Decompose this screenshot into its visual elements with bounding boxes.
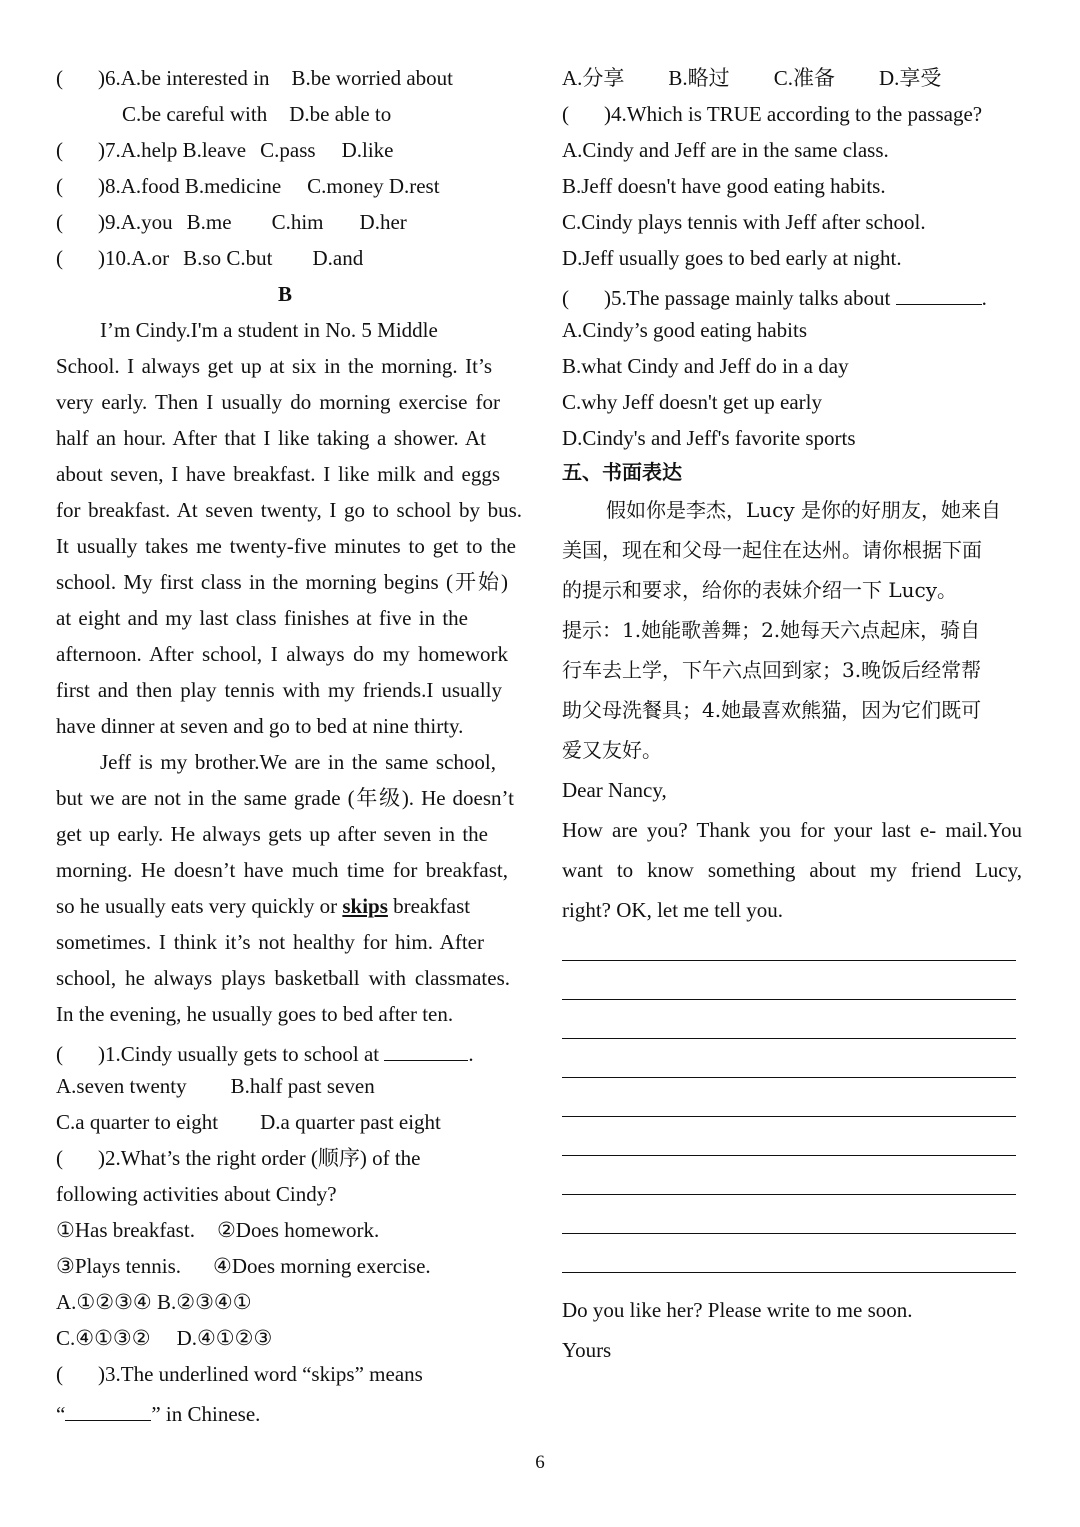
reading-q2-ab: A.①②③④ B.②③④① — [56, 1290, 252, 1314]
option-d: D.Cindy's and Jeff's favorite sports — [562, 426, 856, 450]
option-d: D.be able to — [289, 102, 392, 126]
passage-line: but we are not in the same grade (年级). He doesn’t — [56, 786, 514, 810]
passage-line: very early. Then I usually do morning exercise for — [56, 390, 500, 414]
answer-blank[interactable] — [65, 1400, 151, 1421]
passage-line: In the evening, he usually goes to bed after ten. — [56, 1002, 454, 1026]
letter-body-line: right? OK, let me tell you. — [562, 898, 784, 922]
cloze-q8: ( )8.A.food B.medicine C.money D.rest — [56, 174, 440, 198]
cloze-q10: ( )10.A.or B.so C.but D.and — [56, 246, 364, 270]
reading-q2-cd: C.④①③② D.④①②③ — [56, 1326, 273, 1350]
underlined-word-skips: skips — [342, 894, 388, 918]
letter-body-line: want to know something about my friend Lucy, — [562, 858, 1022, 882]
writing-line[interactable] — [562, 1116, 1016, 1117]
reading-q2: ( )2.What’s the right order (顺序) of the — [56, 1146, 421, 1170]
passage-line: half an hour. After that I like taking a shower. At — [56, 426, 486, 450]
answer-blank[interactable] — [896, 284, 982, 305]
reading-q2-items34: ③Plays tennis. ④Does morning exercise. — [56, 1254, 431, 1278]
writing-line[interactable] — [562, 1038, 1016, 1039]
page-number: 6 — [535, 1452, 545, 1473]
option-c: C.be careful with — [122, 102, 268, 126]
cloze-q9: ( )9.A.you B.me C.him D.her — [56, 210, 407, 234]
option-a: A.be interested in — [120, 66, 270, 90]
prompt-line: 爱又友好。 — [562, 738, 662, 762]
passage-line: school, he always plays basketball with classmates. — [56, 966, 510, 990]
writing-line[interactable] — [562, 999, 1016, 1000]
passage-line: get up early. He always gets up after seven in the — [56, 822, 488, 846]
letter-body-line: How are you? Thank you for your last e- mail.You — [562, 818, 1022, 842]
prompt-line: 提示：1.她能歌善舞；2.她每天六点起床，骑自 — [562, 618, 981, 642]
answer-blank[interactable] — [384, 1040, 468, 1061]
passage-line: afternoon. After school, I always do my homework — [56, 642, 508, 666]
prompt-line: 行车去上学，下午六点回到家；3.晚饭后经常帮 — [562, 658, 982, 682]
writing-line[interactable] — [562, 1077, 1016, 1078]
answer-paren[interactable]: ( — [56, 1362, 63, 1386]
section-b-heading: B — [278, 282, 293, 306]
option-b: B.Jeff doesn't have good eating habits. — [562, 174, 886, 198]
option-d: D.Jeff usually goes to bed early at night. — [562, 246, 902, 270]
answer-paren[interactable]: ( — [56, 174, 63, 198]
writing-line[interactable] — [562, 960, 1016, 961]
reading-q2-stem2: following activities about Cindy? — [56, 1182, 337, 1206]
cloze-q7: ( )7.A.help B.leave C.pass D.like — [56, 138, 394, 162]
answer-paren[interactable]: ( — [56, 138, 63, 162]
passage-line: have dinner at seven and go to bed at nine thirty. — [56, 714, 464, 738]
answer-paren[interactable]: ( — [56, 1041, 63, 1066]
answer-paren[interactable]: ( — [56, 246, 63, 270]
passage-line: morning. He doesn’t have much time for breakfast, — [56, 858, 508, 882]
reading-q1: ( )1.Cindy usually gets to school at . — [56, 1041, 474, 1066]
prompt-line: 的提示和要求，给你的表妹介绍一下 Lucy。 — [562, 578, 958, 602]
letter-greeting: Dear Nancy, — [562, 778, 667, 802]
answer-paren[interactable]: ( — [56, 66, 63, 90]
passage-line: sometimes. I think it’s not healthy for him. After — [56, 930, 484, 954]
passage-line: for breakfast. At seven twenty, I go to school by bus. — [56, 498, 522, 522]
section-5-heading: 五、书面表达 — [562, 460, 682, 484]
option-a: A.Cindy’s good eating habits — [562, 318, 807, 342]
writing-line[interactable] — [562, 1155, 1016, 1156]
answer-paren[interactable]: ( — [562, 102, 569, 126]
letter-closing: Do you like her? Please write to me soon. — [562, 1298, 913, 1322]
reading-q1-ab: A.seven twenty B.half past seven — [56, 1074, 375, 1098]
passage-line: school. My first class in the morning begins (开始) — [56, 570, 508, 594]
letter-sign: Yours — [562, 1338, 612, 1362]
reading-q5: ( )5.The passage mainly talks about . — [562, 285, 987, 310]
reading-q3: ( )3.The underlined word “skips” means — [56, 1362, 423, 1386]
reading-q3-blank-line: “ ” in Chinese. — [56, 1401, 261, 1426]
option-c: C.why Jeff doesn't get up early — [562, 390, 823, 414]
reading-q1-cd: C.a quarter to eight D.a quarter past eight — [56, 1110, 441, 1134]
option-a: A.Cindy and Jeff are in the same class. — [562, 138, 889, 162]
passage-line-skips: so he usually eats very quickly or skips breakfast — [56, 894, 471, 918]
writing-line[interactable] — [562, 1194, 1016, 1195]
answer-paren[interactable]: ( — [56, 210, 63, 234]
option-c: C.Cindy plays tennis with Jeff after school. — [562, 210, 926, 234]
prompt-line: 假如你是李杰，Lucy 是你的好朋友，她来自 — [606, 498, 1002, 522]
prompt-line: 美国，现在和父母一起住在达州。请你根据下面 — [562, 538, 982, 562]
option-b: B.be worried about — [291, 66, 453, 90]
passage-line: School. I always get up at six in the morning. It’s — [56, 354, 492, 378]
writing-line[interactable] — [562, 1233, 1016, 1234]
cloze-q6: ( )6.A.be interested in B.be worried about — [56, 66, 453, 90]
passage-line: It usually takes me twenty-five minutes to get to the — [56, 534, 516, 558]
passage-line: Jeff is my brother.We are in the same school, — [100, 750, 496, 774]
option-b: B.what Cindy and Jeff do in a day — [562, 354, 849, 378]
answer-paren[interactable]: ( — [562, 285, 569, 310]
reading-q2-items12: ①Has breakfast. ②Does homework. — [56, 1218, 380, 1242]
passage-line: about seven, I have breakfast. I like milk and eggs — [56, 462, 500, 486]
passage-line: first and then play tennis with my friends.I usually — [56, 678, 502, 702]
prompt-line: 助父母洗餐具；4.她最喜欢熊猫，因为它们既可 — [562, 698, 982, 722]
reading-q3-options: A.分享 B.略过 C.准备 D.享受 — [562, 66, 942, 90]
writing-line[interactable] — [562, 1272, 1016, 1273]
passage-line: I’m Cindy.I'm a student in No. 5 Middle — [100, 318, 438, 342]
answer-paren[interactable]: ( — [56, 1146, 63, 1170]
cloze-q6-cd — [122, 104, 391, 125]
passage-line: at eight and my last class finishes at five in the — [56, 606, 468, 630]
reading-q4: ( )4.Which is TRUE according to the passage? — [562, 102, 983, 126]
